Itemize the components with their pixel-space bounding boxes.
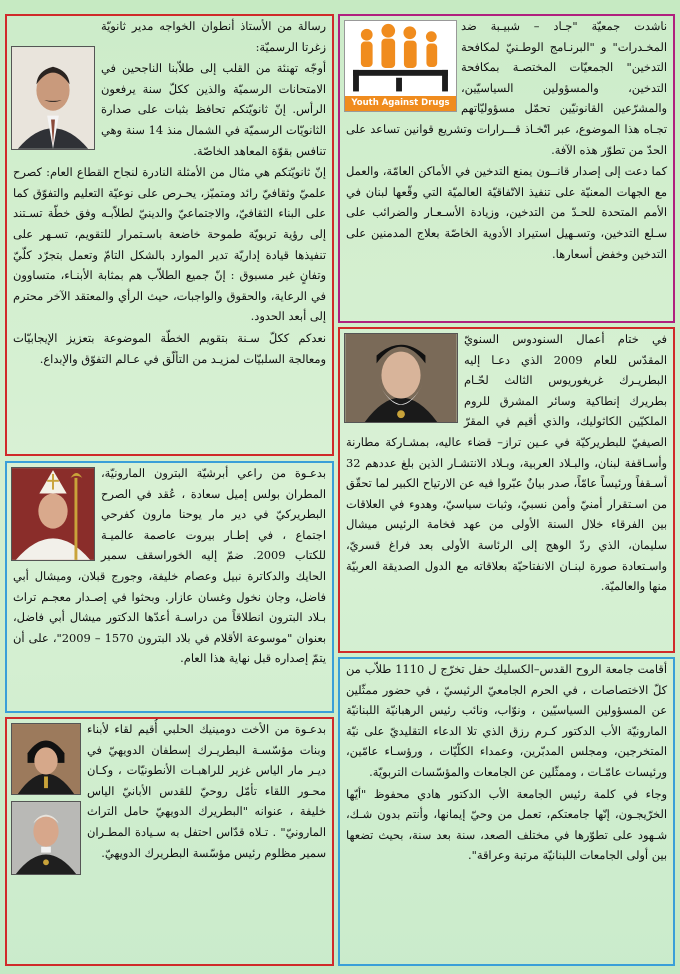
- paragraph: أقامت جامعة الروح القدس–الكسليك حفل تخرّج ل 1110 طلاّب من كلّ الاختصاصات ، في الحرم الجامعيّ الرئيسيّ ، في حضور ممثّلين عن المسؤولين السياسيّين ، ونوّاب، ونائب رئيس الرهبانيّة اللبنانيّة المارونيّة الأب الدكتور كـرم رزق الذي تلا الدعاء التقليديّ على نيّة المتخرجين، ومجلس المدبّرين، وعمداء الكلّيّات ، ورؤسـاء عامّين، ورئيسات عامّـات ، وممثّلين عن الجامعات والمؤسّسات التربويّة.: [346, 662, 667, 779]
- douaihy-foundation-article: [5, 717, 334, 966]
- batroun-heritage-article: [5, 461, 334, 713]
- headmaster-portrait-photo: [11, 46, 95, 150]
- paragraph: وجاء في كلمة رئيس الجامعة الأب الدكتور هادي محفوظ "أيّها الخرّيجـون، إنّها جامعتكم، تعمل من وحيّ إيمانها، وأنتم بدون شـك، شـهود على تطوّرها في مختلف الصعد، سنة بعد سنة، بحيث تضعها بين أولى الجامعات اللبنانيّة مرتبة وعراقة".: [346, 786, 667, 863]
- paragraph: بدعـوة من راعي أبرشيّة البترون المارونيّة، المطران بولس إميل سعادة ، عُقد في الصرح البطريركيّ في دير مار يوحنا مارون كفرحي اجتماع ، في إطـار بيروت عاصمة عالميـة للكتاب 2009. ضمّ إليه الخوراسقف سمير الحايك والدكاترة نبيل وعصام خليفة، وجورج قبلان، وميشال أبي فاضل، وجان نخول وغسان عازار. وبحثوا في إصـدار معجـم تراث بـلاد البترون انطلاقاً من دراسـة أعدّها الدكتور ميشال أبي فاضل، بعنوان "موسوعة الأقلام في بلاد البترون 1570 – 2009"، على أن يتمّ إصداره قبل نهاية هذا العام.: [13, 466, 326, 666]
- anti-smoking-article: [338, 14, 675, 323]
- patriarch-portrait-photo: [344, 333, 458, 423]
- paragraph: ناشدت جمعيّة "جـاد – شبيـبة ضد المخـدرات" و "البرنـامج الوطـنيّ لمكافحة التدخين" الجمعيّات المختصـة بمكافحة التدخين، والمسؤولين السياسيّين، والمشرّعين القانونيّين تحمّل مسؤوليّاتهم تجـاه هذا الموضوع، عبر اتّخـاذ قـــرارات وتشريع قوانين تساعد على الحدّ من تطوّر هذه الآفة.: [346, 19, 668, 157]
- bishop-portrait-photo: [11, 467, 95, 561]
- graduation-article: [338, 657, 675, 966]
- paragraph: نعدكم ككلّ سـنة بتقويم الخطّة الموضوعة بتعزيز الإيجابيّات ومعالجة السلبيّات لمزيـد من التألّق في عـالم التفوّق والإبداع.: [13, 330, 326, 366]
- paragraph: رسالة من الأستاذ أنطوان الخواجه مدير ثانويّة زغرتا الرسميّة:: [101, 19, 326, 54]
- paragraph: بدعـوة من الأخت دومينيك الحلبي أُقيم لقاء لأبناء وبنات مؤسّسـة البطريـرك إسطفان الدويهيّ في ديـر مار الياس غزير للراهبـات الأنطونيّات ، وكـان محـور اللقاء تأمّل روحيّ للقدس الأبانيّ الياس خليفة ، عنوانه "البطريرك الدويهيّ حامل التراث المارونيّ" . تـلاه قدّاس احتفل به سـيادة المطـران سمير مظلوم رئيس مؤسّسة البطريرك الدويهيّ.: [87, 722, 326, 860]
- photo-stack: [11, 723, 81, 875]
- paragraph: إنّ ثانويّتكم هي مثال من الأمثلة النادرة لنجاح القطاع العام: كصرح علميّ وثقافيّ رائد ومتميّز، يحـرص على نوعيّة التعليم والتفوّق كما على البناء الثقافيّ، والاجتماعيّ والدينيّ لطلاّبـه وفق خطّة تسـتند إلى رؤية تربويّة طموحة خاضعة باسـتمرار للتقويم، تسـهر على تنفيذها قيادة إداريّة تدير الموارد بالشكل التامّ وتعمل بتجرّد كلّيّ وتفانٍ غير مسبوق : إنّ جميع الطلاّب هم بمثابة الأبنـاء، متساوون في الرعاية، والحقوق والواجبات، حيث الرأي والمعتقد الآخر محترم إلى أبعد الحدود.: [13, 165, 326, 324]
- jad-youth-against-drugs-logo: [344, 20, 457, 112]
- priest-portrait-photo: [11, 801, 81, 875]
- paragraph: في ختام أعمال السنودوس السنويّ المقدّس للعام 2009 الذي دعـا إليه البطريـرك غريغوريوس الثالث لحّـام بطريرك إنطاكية وسائر المشرق للروم الملكيّين الكاثوليك، والذي أقيم في المقرّ الصيفيّ للبطريركيّة في عـين تراز– قضاء عاليه، بمشـاركة مطارنة وأسـاقفة لبنان، والبـلاد العربية، وبـلاد الانتشـار الذين بلغ عددهم 32 أسـقفاً ورئيساً عامّاً، صدر بيانٌ عبّروا فيه عن الارتياح الكبير لما تحقّق من اسـتقرار أمنيّ وأمن نسبيّ، وثبات سياسيّ، وهدوء في العلاقات بين الفرقاء خلال السنة الأولى من عهد فخامة الرئيس ميشال سليمان، الذي ردّ الوهج إلى الرئاسة الأولى بعد فراغ قسريّ، واسـتعادة صورة لبنـان الانفتاحيّة بعلاقاته مع الدول الصديقة العربيّة منها والعالميّة.: [346, 332, 668, 594]
- paragraph: كما دعت إلى إصدار قانــون يمنع التدخين في الأماكن العامّة، والعمل مع الجهات المعنيّة على تنفيذ الاتّفاقيّة العالميّة التي وقّعها لبنان في الأمم المتحدة للحـدّ من التدخين، وزيادة الأسـعـار والضرائب على سـلع التدخين، وتسـهيل استيراد الأدوية الخاصّة بعلاج المدمنين على التدخين وخفض أسعارها.: [346, 164, 667, 261]
- paragraph: أوجّه تهنئة من القلب إلى طلاّبنا الناجحين في الامتحانات الرسميّة والذين ككلّ سنة يرفعون الرأس. إنّ ثانويّتكم تحافظ بثبات على صدارة الثانويّات الرسميّة في الشمال منذ 14 سنة وهي تنافس بقوّة المعاهد الخاصّة.: [101, 61, 326, 158]
- school-letter-article: [5, 14, 334, 456]
- logo-caption: Youth Against Drugs: [345, 96, 456, 111]
- synod-article: [338, 327, 675, 653]
- sister-portrait-photo: [11, 723, 81, 795]
